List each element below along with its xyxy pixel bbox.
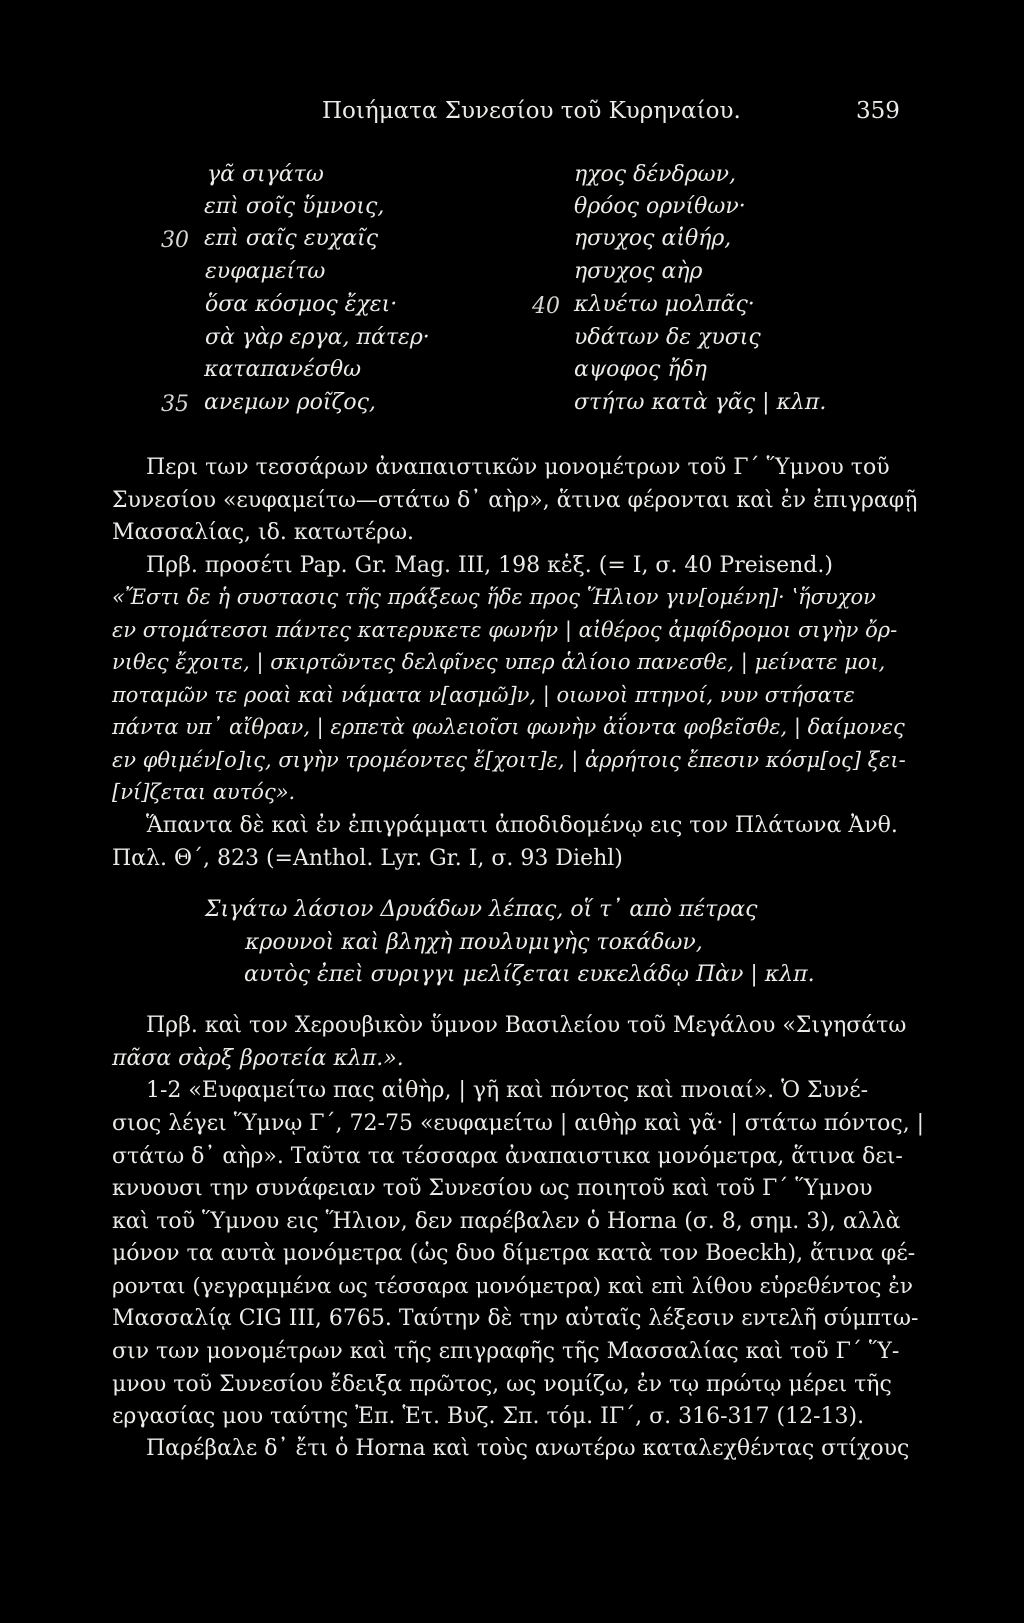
poem-left-line: ὅσα κόσμος ἔχει· bbox=[205, 292, 398, 317]
body-line: σιος λέγει Ὕμνῳ Γ΄, 72-75 «ευφαμείτω | αιθὴρ καὶ γᾶ· | στάτω πόντος, | bbox=[112, 1111, 925, 1136]
poem-left-line: ευφαμείτω bbox=[205, 259, 326, 284]
quote-line: νιθες ἔχοιτε, | σκιρτῶντες δελφῖνες υπερ ἁλίοιο πανεσθε, | μείνατε μοι, bbox=[112, 650, 886, 674]
poem-left-line: επὶ σαῖς ευχαῖς bbox=[204, 226, 379, 251]
quote-line: [νί]ζεται αυτός». bbox=[112, 780, 296, 804]
body-line: Συνεσίου «ευφαμείτω—στάτω δ᾽ αὴρ», ἅτινα φέρονται καὶ ἐν ἐπιγραφῇ bbox=[112, 488, 918, 513]
body-line: 1-2 «Ευφαμείτω πας αἰθὴρ, | γῆ καὶ πόντος καὶ πνοιαί». Ὁ Συνέ- bbox=[146, 1078, 869, 1103]
body-line: Παρέβαλε δ᾽ ἔτι ὁ Horna καὶ τοὺς ανωτέρω καταλεχθέντας στίχους bbox=[146, 1436, 910, 1461]
body-line: ρονται (γεγραμμένα ως τέσσαρα μονόμετρα) καὶ επὶ λίθου εὑρεθέντος ἐν bbox=[112, 1274, 913, 1299]
body-line: Πρβ. προσέτι Pap. Gr. Mag. III, 198 κἑξ. (= I, σ. 40 Preisend.) bbox=[146, 553, 833, 578]
poem-right-line: κλυέτω μολπᾶς· bbox=[574, 292, 755, 317]
body-line: Μασσαλίας, ιδ. κατωτέρω. bbox=[112, 520, 415, 545]
quote-line: πάντα υπ᾽ αἴθραν, | ερπετὰ φωλειοῖσι φωνὴν ἀΐοντα φοβεῖσθε, | δαίμονες bbox=[112, 715, 905, 739]
poem-right-line: αψοφος ἤδη bbox=[574, 357, 707, 382]
running-title: Ποιήματα Συνεσίου τοῦ Κυρηναίου. bbox=[322, 98, 741, 124]
poem-left-line: γᾶ σιγάτω bbox=[207, 162, 324, 187]
body-line: μνου τοῦ Συνεσίου ἔδειξα πρῶτος, ως νομίζω, ἐν τῳ πρώτῳ μέρει τῆς bbox=[112, 1372, 892, 1397]
quote-line: ποταμῶν τε ροαὶ καὶ νάματα ν[ασμῶ]ν, | οιωνοὶ πτηνοί, νυν στήσατε bbox=[112, 683, 855, 707]
poem-left-line: σὰ γὰρ εργα, πάτερ· bbox=[205, 325, 430, 350]
body-line: εργασίας μου ταύτης Ἐπ. Ἑτ. Βυζ. Σπ. τόμ. ΙΓ΄, σ. 316-317 (12-13). bbox=[112, 1404, 865, 1429]
epigram-line: αυτὸς ἐπεὶ συριγγι μελίζεται ευκελάδῳ Πὰν | κλπ. bbox=[244, 962, 815, 987]
line-number: 30 bbox=[161, 228, 189, 253]
quote-line: εν φθιμέν[ο]ις, σιγὴν τρομέοντες ἔ[χοιτ]ε, | ἀρρήτοις ἔπεσιν κόσμ[ος] ξει- bbox=[112, 748, 906, 772]
poem-right-line: θρόος ορνίθων· bbox=[574, 194, 746, 219]
body-line: σιν των μονομέτρων καὶ τῆς επιγραφῆς τῆς Μασσαλίας καὶ τοῦ Γ΄ Ὕ- bbox=[112, 1339, 900, 1364]
body-line: Παλ. Θ΄, 823 (=Anthol. Lyr. Gr. I, σ. 93 Diehl) bbox=[112, 846, 623, 871]
poem-right-line: ησυχος αὴρ bbox=[574, 259, 703, 284]
line-number: 40 bbox=[532, 294, 560, 319]
poem-right-line: ησυχος αἰθήρ, bbox=[574, 226, 732, 251]
line-number: 35 bbox=[161, 392, 189, 417]
body-line: Περι των τεσσάρων ἀναπαιστικῶν μονομέτρων τοῦ Γ΄ Ὕμνου τοῦ bbox=[146, 455, 890, 480]
poem-left-line: καταπανέσθω bbox=[204, 357, 362, 382]
body-line: Μασσαλίᾳ CIG III, 6765. Ταύτην δὲ την αὐταῖς λέξεσιν εντελῆ σύμπτω- bbox=[112, 1306, 919, 1331]
body-line: μόνον τα αυτὰ μονόμετρα (ὡς δυο δίμετρα κατὰ τον Boeckh), ἅτινα φέ- bbox=[112, 1241, 916, 1266]
poem-right-line: υδάτων δε χυσις bbox=[574, 325, 761, 350]
epigram-line: κρουνοὶ καὶ βληχὴ πουλυμιγὴς τοκάδων, bbox=[245, 930, 703, 955]
body-line: Ἅπαντα δὲ καὶ ἐν ἐπιγράμματι ἀποδιδομένῳ εις τον Πλάτωνα Ἀνθ. bbox=[146, 813, 898, 838]
body-line: στάτω δ᾽ αὴρ». Ταῦτα τα τέσσαρα ἀναπαιστικα μονόμετρα, ἅτινα δει- bbox=[112, 1144, 903, 1169]
poem-right-line: ηχος δένδρων, bbox=[574, 162, 736, 187]
poem-right-line: στήτω κατὰ γᾶς | κλπ. bbox=[574, 390, 827, 415]
body-line: κνυουσι την συνάφειαν τοῦ Συνεσίου ως ποιητοῦ καὶ τοῦ Γ΄ Ὕμνου bbox=[112, 1176, 873, 1201]
poem-left-line: επὶ σοῖς ὕμνοις, bbox=[204, 194, 385, 219]
body-line: Πρβ. καὶ τον Χερουβικὸν ὕμνον Βασιλείου τοῦ Μεγάλου «Σιγησάτω bbox=[146, 1013, 907, 1038]
body-line: καὶ τοῦ Ὕμνου εις Ἥλιον, δεν παρέβαλεν ὁ Horna (σ. 8, σημ. 3), αλλὰ bbox=[112, 1209, 901, 1234]
page-number: 359 bbox=[856, 98, 900, 124]
poem-left-line: ανεμων ροῖζος, bbox=[204, 390, 376, 415]
quote-line: «Ἔστι δε ἡ συστασις τῆς πράξεως ἥδε προς Ἥλιον γιν[ομένη]· ʽἥσυχον bbox=[112, 585, 876, 609]
epigram-line: Σιγάτω λάσιον Δρυάδων λέπας, οἵ τ᾽ απὸ πέτρας bbox=[205, 897, 758, 922]
body-line: πᾶσα σὰρξ βροτεία κλπ.». bbox=[112, 1046, 404, 1071]
quote-line: εν στομάτεσσι πάντες κατερυκετε φωνήν | αἰθέρος ἀμφίδρομοι σιγὴν ὄρ- bbox=[112, 618, 898, 642]
